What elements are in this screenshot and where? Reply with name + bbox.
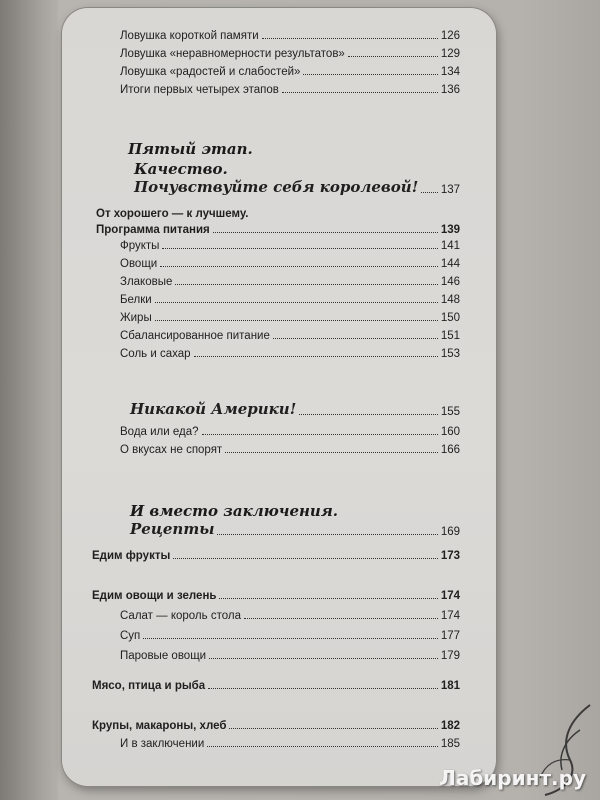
toc-entry [120, 630, 460, 642]
entry-page: 139 [440, 224, 460, 236]
entry-page: 181 [440, 680, 460, 692]
toc-entry [120, 312, 460, 324]
toc-entry [120, 610, 460, 622]
leader-dots [209, 658, 438, 659]
toc-entry [120, 426, 460, 438]
book-spine-shadow [0, 0, 58, 800]
leader-dots [282, 92, 438, 93]
entry-title: Ловушка «радостей и слабостей» [120, 66, 301, 78]
leader-dots [175, 284, 437, 285]
leader-dots [225, 452, 438, 453]
entry-title: От хорошего — к лучшему. [96, 208, 249, 220]
entry-title: И в заключении [120, 738, 205, 750]
leader-dots [162, 248, 437, 249]
entry-title: Программа питания [96, 224, 210, 236]
toc-page [62, 8, 496, 786]
watermark-logo: Лабиринт.ру [439, 766, 586, 790]
entry-title: Жиры [120, 312, 152, 324]
leader-dots [213, 232, 438, 233]
toc-entry [92, 590, 460, 602]
toc-entry [120, 84, 460, 96]
entry-title: Паровые овощи [120, 650, 207, 662]
entry-title: Ловушка «неравномерности результатов» [120, 48, 345, 60]
entry-page: 146 [440, 276, 460, 288]
entry-page: 179 [440, 650, 460, 662]
toc-chapter [130, 400, 460, 418]
toc-chapter [130, 520, 460, 538]
entry-title: Овощи [120, 258, 158, 270]
entry-page: 174 [440, 590, 460, 602]
entry-title: Крупы, макароны, хлеб [92, 720, 227, 732]
entry-page: 148 [440, 294, 460, 306]
toc-entry [120, 66, 460, 78]
leader-dots [208, 688, 438, 689]
entry-page: 150 [440, 312, 460, 324]
toc-entry [120, 650, 460, 662]
toc-entry [120, 330, 460, 342]
entry-page: 166 [440, 444, 460, 456]
toc-entry [120, 240, 460, 252]
leader-dots [303, 74, 437, 75]
toc-entry [120, 294, 460, 306]
toc-entry [120, 276, 460, 288]
entry-page: 177 [440, 630, 460, 642]
entry-title: Белки [120, 294, 152, 306]
leader-dots [202, 434, 438, 435]
entry-title: Сбалансированное питание [120, 330, 270, 342]
leader-dots [217, 534, 437, 535]
entry-title: Едим овощи и зелень [92, 590, 217, 602]
leader-dots [273, 338, 438, 339]
toc-entry [92, 720, 460, 732]
leader-dots [229, 728, 437, 729]
leader-dots [143, 638, 438, 639]
toc-entry [120, 348, 460, 360]
leader-dots [299, 414, 438, 415]
toc-entry [120, 30, 460, 42]
entry-page: 126 [440, 30, 460, 42]
leader-dots [421, 192, 438, 193]
stage-heading-line2: Качество. [134, 160, 228, 178]
entry-page: 160 [440, 426, 460, 438]
section-subtitle [96, 208, 396, 220]
leader-dots [348, 56, 438, 57]
leader-dots [155, 302, 438, 303]
leader-dots [173, 558, 438, 559]
toc-entry [92, 550, 460, 562]
entry-title: О вкусах не спорят [120, 444, 223, 456]
chapter-heading-line1: И вместо заключения. [130, 502, 338, 520]
leader-dots [219, 598, 437, 599]
entry-title: Суп [120, 630, 141, 642]
entry-title: Мясо, птица и рыба [92, 680, 206, 692]
entry-title: Почувствуйте себя королевой! [134, 178, 419, 196]
entry-page: 136 [440, 84, 460, 96]
entry-page: 141 [440, 240, 460, 252]
toc-entry [120, 48, 460, 60]
entry-page: 144 [440, 258, 460, 270]
entry-title: Салат — король стола [120, 610, 241, 622]
stage-heading-line3 [134, 178, 460, 196]
toc-entry [120, 258, 460, 270]
leader-dots [207, 746, 438, 747]
entry-title: Фрукты [120, 240, 160, 252]
entry-title: Злаковые [120, 276, 173, 288]
leader-dots [262, 38, 438, 39]
entry-page: 155 [440, 406, 460, 418]
toc-entry [120, 444, 460, 456]
leader-dots [244, 618, 438, 619]
toc-entry [96, 224, 460, 236]
entry-title: Ловушка короткой памяти [120, 30, 259, 42]
entry-title: Рецепты [130, 520, 215, 538]
leader-dots [155, 320, 438, 321]
entry-page: 151 [440, 330, 460, 342]
entry-title: Вода или еда? [120, 426, 199, 438]
stage-heading-line1: Пятый этап. [128, 140, 253, 158]
leader-dots [160, 266, 438, 267]
entry-title: Никакой Америки! [130, 400, 297, 418]
leader-dots [194, 356, 438, 357]
entry-page: 134 [440, 66, 460, 78]
entry-page: 182 [440, 720, 460, 732]
entry-title: Соль и сахар [120, 348, 191, 360]
entry-page: 129 [440, 48, 460, 60]
entry-page: 173 [440, 550, 460, 562]
entry-title: Едим фрукты [92, 550, 171, 562]
entry-page: 153 [440, 348, 460, 360]
entry-page: 174 [440, 610, 460, 622]
toc-entry [120, 738, 460, 750]
entry-page: 169 [440, 526, 460, 538]
entry-page: 185 [440, 738, 460, 750]
toc-entry [92, 680, 460, 692]
entry-page: 137 [440, 184, 460, 196]
entry-title: Итоги первых четырех этапов [120, 84, 279, 96]
